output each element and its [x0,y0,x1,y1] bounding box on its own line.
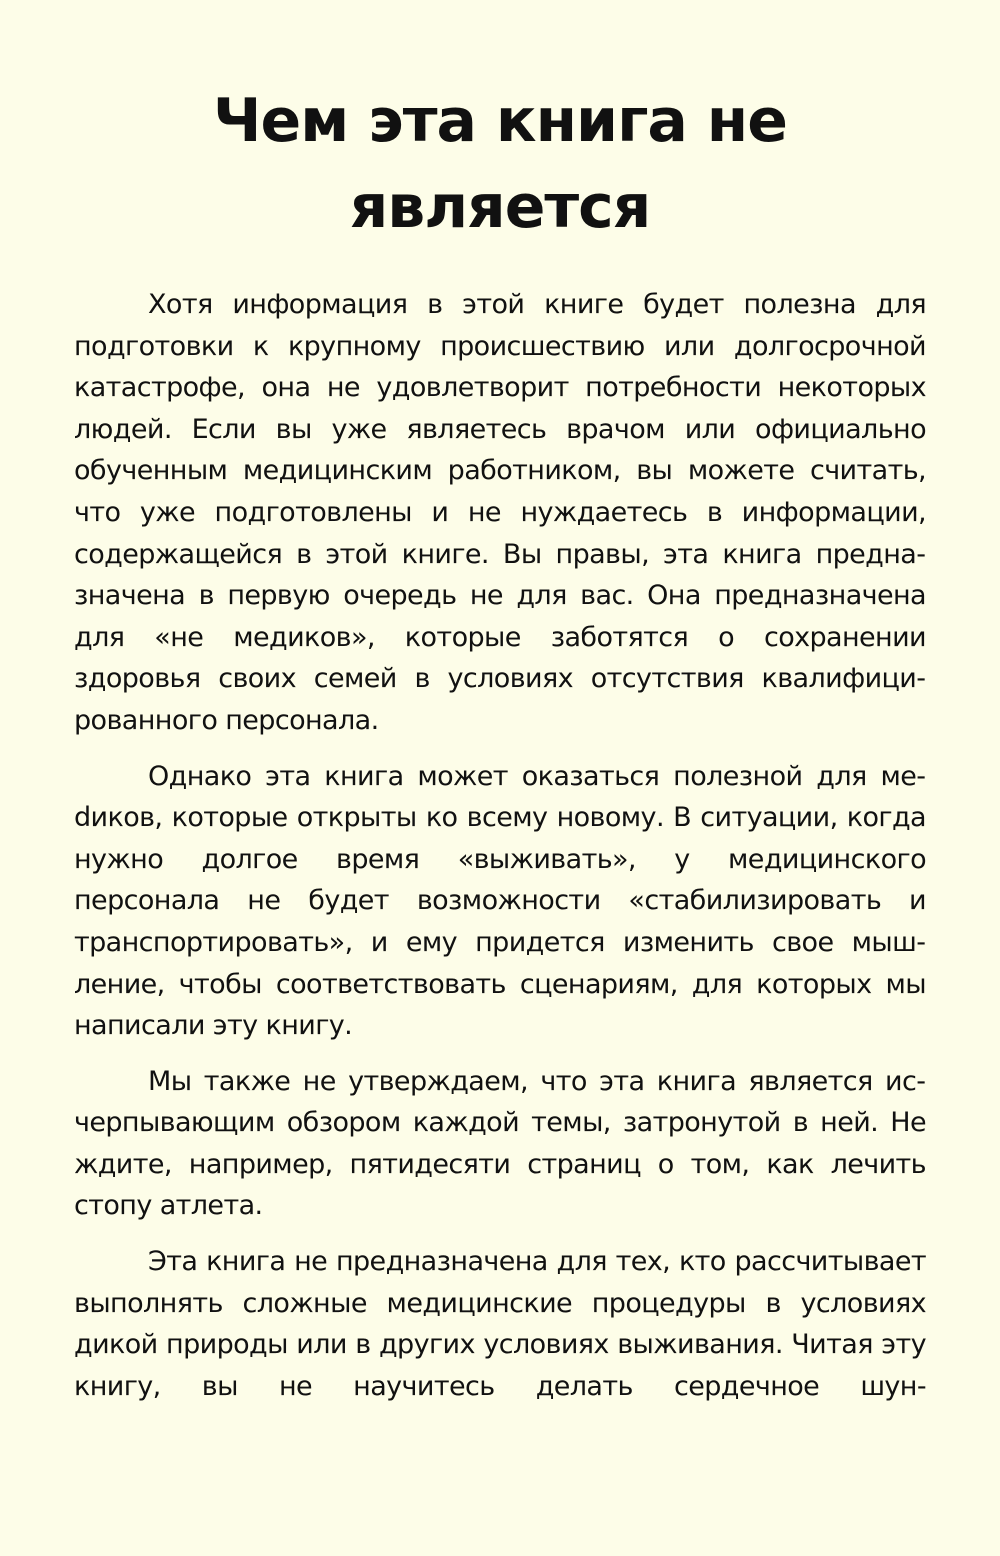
paragraph-2: Однако эта книга может оказаться полезной для меdиков, которые открыты ко всему новому. В ситуации, когда нужно долгое время «выживать», у медицинского персонала не будет возможности «стабилизировать и транспортировать», и ему придется изменить свое мышление, чтобы соответствовать сценариям, для которых мы написали эту книгу. [74,760,926,1042]
paragraph-1: Хотя информация в этой книге будет полезна для подготовки к крупному происшествию или долгосрочной катастрофе, она не удовлетворит потребности некоторых людей. Если вы уже являетесь врачом или официально обученным медицинским работником, вы можете считать, что уже подготовлены и не нуждаетесь в информации, содержащейся в этой книге. Вы правы, эта книга предназначена в первую очередь не для вас. Она предназначена для «не медиков», которые заботятся о сохранении здоровья своих семей в условиях отсутствия квалифицированного персонала. [74,289,926,736]
paragraph-3: Мы также не утверждаем, что эта книга является исчерпывающим обзором каждой темы, затронутой в ней. Не ждите, например, пятидесяти страниц о том, как лечить стопу атлета. [74,1065,926,1222]
page-title: Чем эта книга не является [213,86,787,242]
paragraph-4: Эта книга не предназначена для тех, кто рассчитывает выполнять сложные медицинские процедуры в условиях дикой природы или в других условиях выживания. Читая эту книгу, вы не научитесь делать сердечное шун- [74,1246,926,1402]
